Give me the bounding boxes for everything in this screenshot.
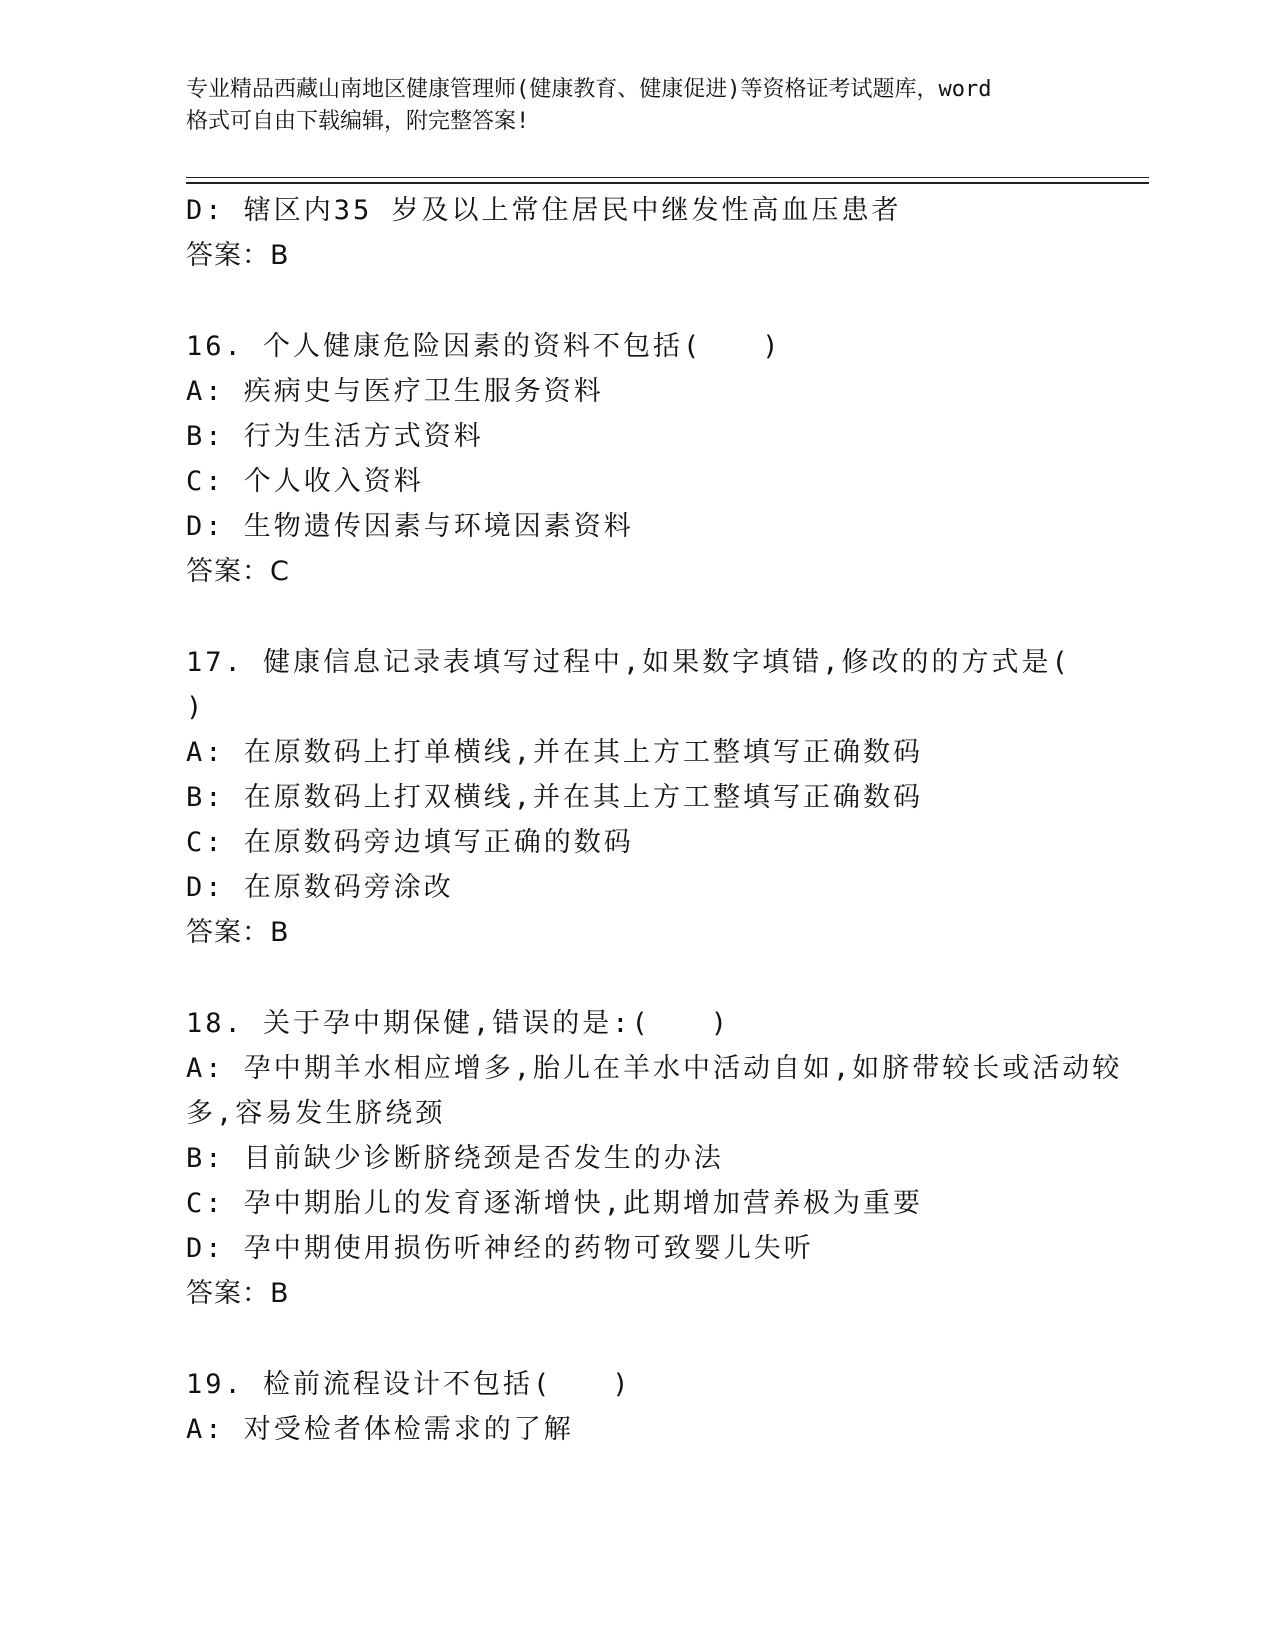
option-a-continued: 多,容易发生脐绕颈: [186, 1098, 446, 1129]
option-d: D: 生物遗传因素与环境因素资料: [186, 511, 634, 542]
question-stem: 17. 健康信息记录表填写过程中,如果数字填错,修改的的方式是(: [186, 647, 1071, 678]
header-line-1: 专业精品西藏山南地区健康管理师(健康教育、健康促进)等资格证考试题库，word: [186, 77, 992, 102]
option-c: C: 个人收入资料: [186, 466, 424, 497]
spacer: [186, 278, 1086, 324]
option-c: C: 孕中期胎儿的发育逐渐增快,此期增加营养极为重要: [186, 1188, 924, 1219]
header-rule-thick: [186, 182, 1149, 184]
option-a: A: 在原数码上打单横线,并在其上方工整填写正确数码: [186, 737, 924, 768]
question-stem: 16. 个人健康危险因素的资料不包括( ): [186, 331, 782, 362]
header-line-2: 格式可自由下载编辑，附完整答案!: [186, 109, 530, 134]
option-a: A: 孕中期羊水相应增多,胎儿在羊水中活动自如,如脐带较长或活动较: [186, 1053, 1123, 1084]
question-block-18: [186, 1001, 1123, 1316]
option-d: D: 孕中期使用损伤听神经的药物可致婴儿失听: [186, 1233, 814, 1264]
option-d: D: 在原数码旁涂改: [186, 872, 454, 903]
question-list: [186, 188, 1123, 1452]
spacer: [186, 955, 1086, 1001]
question-block-prev: [186, 188, 1086, 278]
question-stem: 19. 检前流程设计不包括( ): [186, 1369, 632, 1400]
question-block-17: [186, 640, 1086, 955]
answer: 答案：B: [186, 1278, 290, 1309]
answer: 答案：C: [186, 556, 290, 587]
option-a: A: 对受检者体检需求的了解: [186, 1414, 574, 1445]
option-a: A: 疾病史与医疗卫生服务资料: [186, 376, 604, 407]
header-rule-thin: [186, 177, 1149, 178]
answer: 答案：B: [186, 917, 290, 948]
option-b: B: 在原数码上打双横线,并在其上方工整填写正确数码: [186, 782, 924, 813]
option-c: C: 在原数码旁边填写正确的数码: [186, 827, 634, 858]
document-header: [186, 74, 1086, 138]
option-b: B: 目前缺少诊断脐绕颈是否发生的办法: [186, 1143, 724, 1174]
question-stem: 18. 关于孕中期保健,错误的是:( ): [186, 1008, 731, 1039]
option-d: D: 辖区内35 岁及以上常住居民中继发性高血压患者: [186, 195, 902, 226]
answer: 答案：B: [186, 240, 290, 271]
spacer: [186, 1316, 1086, 1362]
spacer: [186, 594, 1086, 640]
option-b: B: 行为生活方式资料: [186, 421, 484, 452]
question-block-19: [186, 1362, 1086, 1452]
question-block-16: [186, 324, 1086, 594]
question-stem-continued: ): [186, 692, 206, 723]
